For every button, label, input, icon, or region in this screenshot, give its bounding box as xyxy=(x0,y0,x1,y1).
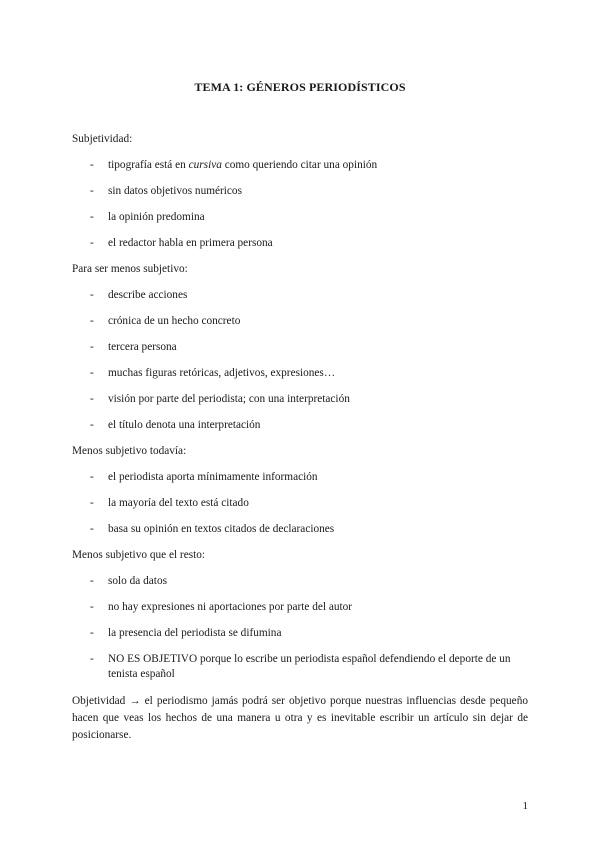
conclusion-paragraph: Objetividad → el periodismo jamás podrá ser objetivo porque nuestras influencias desde pequeño hacen que veas los hechos de una manera u otra y es inevitable escribir un artículo sin dejar de posicionarse. xyxy=(72,695,528,741)
list-item-text: visión por parte del periodista; con una interpretación xyxy=(108,393,350,405)
bullet-dash: - xyxy=(90,341,94,353)
bullet-dash: - xyxy=(90,367,94,379)
list-item-text: la opinión predomina xyxy=(108,211,205,223)
section-heading: Para ser menos subjetivo: xyxy=(72,263,188,275)
document-title: TEMA 1: GÉNEROS PERIODÍSTICOS xyxy=(194,80,406,94)
bullet-dash: - xyxy=(90,393,94,405)
list-item xyxy=(72,496,528,511)
list-item xyxy=(72,288,528,303)
list-item-text: muchas figuras retóricas, adjetivos, expresiones… xyxy=(108,367,336,379)
page-number: 1 xyxy=(522,800,528,812)
list-item xyxy=(72,418,528,433)
list-item-text: la presencia del periodista se difumina xyxy=(108,627,282,639)
list-item-text: tercera persona xyxy=(108,341,177,353)
list-item-text: tipografía está en xyxy=(108,159,189,171)
bullet-dash: - xyxy=(90,523,94,535)
list-item xyxy=(72,470,528,485)
list-item xyxy=(72,392,528,407)
document-body xyxy=(72,132,528,744)
bullet-dash: - xyxy=(90,237,94,249)
bullet-dash: - xyxy=(90,211,94,223)
bullet-list xyxy=(72,470,528,537)
bullet-dash: - xyxy=(90,627,94,639)
list-item-text: crónica de un hecho concreto xyxy=(108,315,241,327)
list-item xyxy=(72,314,528,329)
list-item-text: sin datos objetivos numéricos xyxy=(108,185,242,197)
list-item-text: el redactor habla en primera persona xyxy=(108,237,273,249)
list-item-text: no hay expresiones ni aportaciones por parte del autor xyxy=(108,601,353,613)
list-item xyxy=(72,184,528,199)
list-item xyxy=(72,652,528,682)
list-item xyxy=(72,236,528,251)
list-item-text: basa su opinión en textos citados de declaraciones xyxy=(108,523,335,535)
list-item-emphasis: cursiva xyxy=(188,159,222,171)
list-item-text-continued: como queriendo citar una opinión xyxy=(221,159,378,171)
list-item-text: NO ES OBJETIVO porque lo escribe un periodista español defendiendo el deporte de un tenista español xyxy=(108,653,511,680)
list-item xyxy=(72,210,528,225)
bullet-dash: - xyxy=(90,289,94,301)
list-item xyxy=(72,366,528,381)
list-item-text: la mayoría del texto está citado xyxy=(108,497,249,509)
list-item-text: el periodista aporta mínimamente información xyxy=(108,471,318,483)
list-item xyxy=(72,626,528,641)
bullet-dash: - xyxy=(90,653,94,665)
section-heading: Menos subjetivo todavía: xyxy=(72,445,187,457)
list-item xyxy=(72,574,528,589)
bullet-list xyxy=(72,574,528,682)
list-item-text: el título denota una interpretación xyxy=(108,419,261,431)
bullet-dash: - xyxy=(90,601,94,613)
section-heading: Subjetividad: xyxy=(72,133,133,145)
bullet-dash: - xyxy=(90,159,94,171)
bullet-dash: - xyxy=(90,315,94,327)
list-item-text: describe acciones xyxy=(108,289,188,301)
bullet-dash: - xyxy=(90,575,94,587)
list-item-text: solo da datos xyxy=(108,575,167,587)
bullet-dash: - xyxy=(90,497,94,509)
list-item xyxy=(72,158,528,173)
list-item xyxy=(72,600,528,615)
bullet-dash: - xyxy=(90,185,94,197)
section-heading: Menos subjetivo que el resto: xyxy=(72,549,206,561)
list-item xyxy=(72,340,528,355)
bullet-dash: - xyxy=(90,471,94,483)
bullet-list xyxy=(72,158,528,251)
bullet-dash: - xyxy=(90,419,94,431)
list-item xyxy=(72,522,528,537)
bullet-list xyxy=(72,288,528,433)
